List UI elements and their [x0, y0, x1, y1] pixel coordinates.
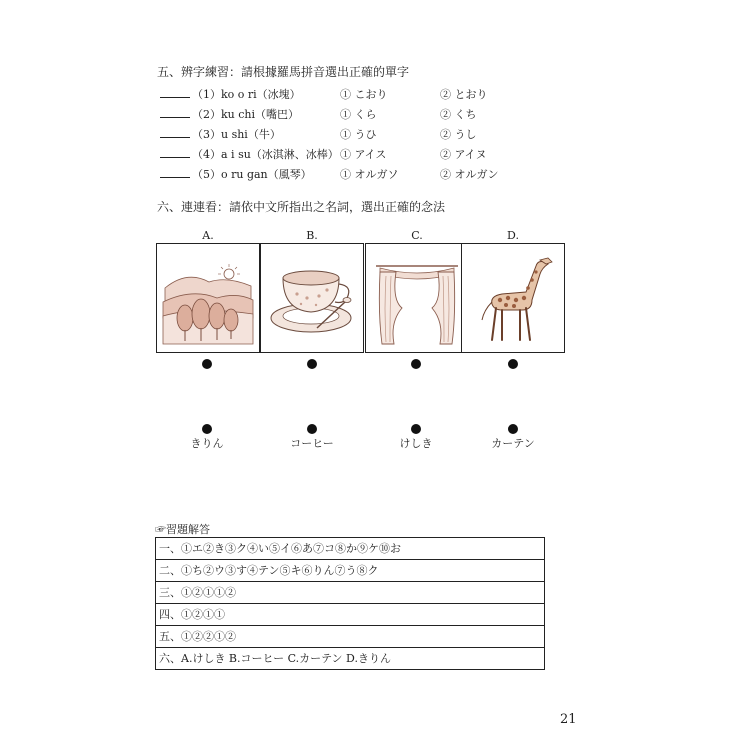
match-word-kirin: きりん	[190, 437, 224, 450]
page-number: 21	[560, 712, 577, 727]
landscape-illustration	[157, 244, 259, 352]
option-2[interactable]: ② とおり	[440, 88, 488, 101]
option-1[interactable]: ① うひ	[340, 128, 377, 141]
answer-blank[interactable]	[160, 97, 190, 98]
giraffe-picture	[461, 243, 565, 353]
option-2[interactable]: ② くち	[440, 108, 477, 121]
answer-blank[interactable]	[160, 117, 190, 118]
coffee-cup-picture	[260, 243, 364, 353]
match-word-coffee: コーヒー	[290, 437, 334, 450]
answers-title: ☞習題解答	[155, 523, 210, 536]
answer-row: 三、①②①①②	[156, 581, 544, 603]
answer-row: 四、①②①①	[156, 603, 544, 625]
picture-label-d: D.	[507, 229, 519, 242]
landscape-picture	[156, 243, 260, 353]
picture-label-b: B.	[306, 229, 318, 242]
option-2[interactable]: ② アイヌ	[440, 148, 487, 161]
question-text: （2）ku chi（嘴巴）	[192, 108, 300, 121]
match-dot-word-1[interactable]	[202, 424, 212, 434]
answer-row: 五、①②②①②	[156, 625, 544, 647]
question-text: （3）u shi（牛）	[192, 128, 281, 141]
answer-row: 二、①ち②ウ③す④テン⑤キ⑥りん⑦う⑧ク	[156, 559, 544, 581]
match-word-curtain: カーテン	[491, 437, 535, 450]
option-1[interactable]: ① オルガソ	[340, 168, 399, 181]
section5-title: 五、辨字練習：請根據羅馬拼音選出正確的單字	[157, 65, 410, 79]
picture-label-a: A.	[202, 229, 214, 242]
match-dot-picture-b[interactable]	[307, 359, 317, 369]
question-text: （1）ko o ri（冰塊）	[192, 88, 301, 101]
match-dot-picture-c[interactable]	[411, 359, 421, 369]
option-1[interactable]: ① アイス	[340, 148, 387, 161]
picture-label-c: C.	[411, 229, 423, 242]
section6-title: 六、連連看：請依中文所指出之名詞，選出正確的念法	[157, 200, 446, 214]
match-dot-word-3[interactable]	[411, 424, 421, 434]
question-text: （5）o ru gan（風琴）	[192, 168, 312, 181]
match-dot-picture-a[interactable]	[202, 359, 212, 369]
match-dot-word-4[interactable]	[508, 424, 518, 434]
giraffe-illustration	[462, 244, 564, 352]
answer-blank[interactable]	[160, 137, 190, 138]
option-1[interactable]: ① こおり	[340, 88, 388, 101]
curtain-illustration	[366, 244, 468, 352]
answer-blank[interactable]	[160, 157, 190, 158]
curtain-picture	[365, 243, 469, 353]
coffee-cup-illustration	[261, 244, 363, 352]
match-dot-word-2[interactable]	[307, 424, 317, 434]
match-dot-picture-d[interactable]	[508, 359, 518, 369]
option-2[interactable]: ② オルガン	[440, 168, 499, 181]
answer-blank[interactable]	[160, 177, 190, 178]
answer-row: 一、①エ②き③ク④い⑤イ⑥あ⑦コ⑧か⑨ケ⑩お	[159, 542, 401, 555]
answers-table	[155, 537, 545, 670]
question-text: （4）a i su（冰淇淋、冰棒）	[192, 148, 339, 161]
match-word-keshiki: けしき	[399, 437, 433, 450]
option-2[interactable]: ② うし	[440, 128, 477, 141]
answer-row: 六、A.けしき B.コーヒー C.カーテン D.きりん	[156, 647, 544, 669]
option-1[interactable]: ① くら	[340, 108, 377, 121]
